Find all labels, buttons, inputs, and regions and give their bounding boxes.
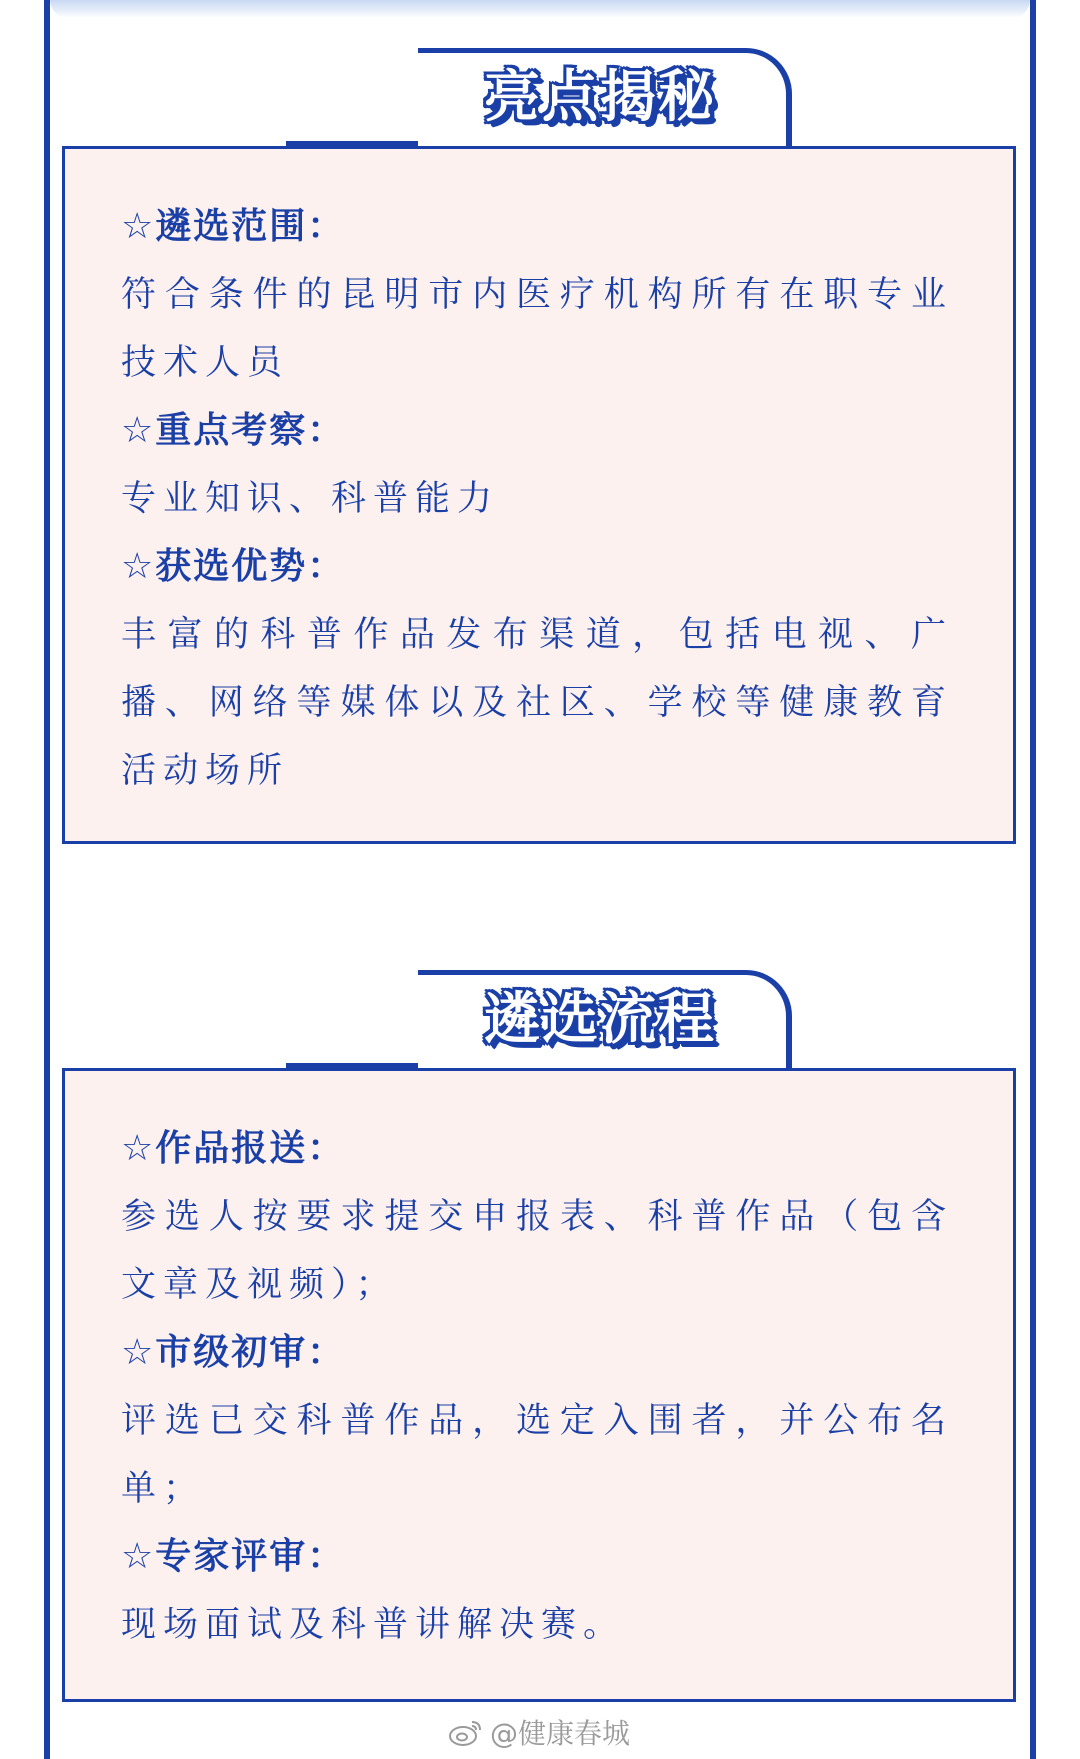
- section-title-process: 遴选流程: [484, 987, 716, 1052]
- section-box-process: [62, 1068, 1016, 1702]
- item-heading-advantages: ☆获选优势：: [121, 546, 346, 587]
- item-text-scope: 符合条件的昆明市内医疗机构所有在职专业技术人员: [121, 275, 953, 383]
- section-title-highlights: 亮点揭秘: [484, 65, 716, 130]
- item-text-preliminary: 评选已交科普作品，选定入围者，并公布名单；: [121, 1401, 953, 1509]
- item-heading-scope: ☆遴选范围：: [121, 206, 346, 247]
- item-text-focus: 专业知识、科普能力: [121, 479, 500, 519]
- item-heading-submission: ☆作品报送：: [121, 1128, 346, 1169]
- item-text-expert-review: 现场面试及科普讲解决赛。: [121, 1605, 626, 1645]
- item-heading-preliminary: ☆市级初审：: [121, 1332, 346, 1373]
- item-heading-focus: ☆重点考察：: [121, 410, 346, 451]
- frame-left-border: [44, 0, 50, 1759]
- top-banner-edge: [50, 0, 1030, 18]
- item-text-advantages: 丰富的科普作品发布渠道，包括电视、广播、网络等媒体以及社区、学校等健康教育活动场所: [121, 615, 953, 791]
- watermark-text: @健康春城: [490, 1717, 631, 1750]
- section-box-highlights: [62, 146, 1016, 844]
- item-heading-expert-review: ☆专家评审：: [121, 1536, 346, 1577]
- frame-right-border: [1030, 0, 1036, 1759]
- weibo-logo-icon: [448, 1717, 484, 1747]
- item-text-submission: 参选人按要求提交申报表、科普作品（包含文章及视频）；: [121, 1197, 953, 1305]
- watermark: [448, 1712, 630, 1752]
